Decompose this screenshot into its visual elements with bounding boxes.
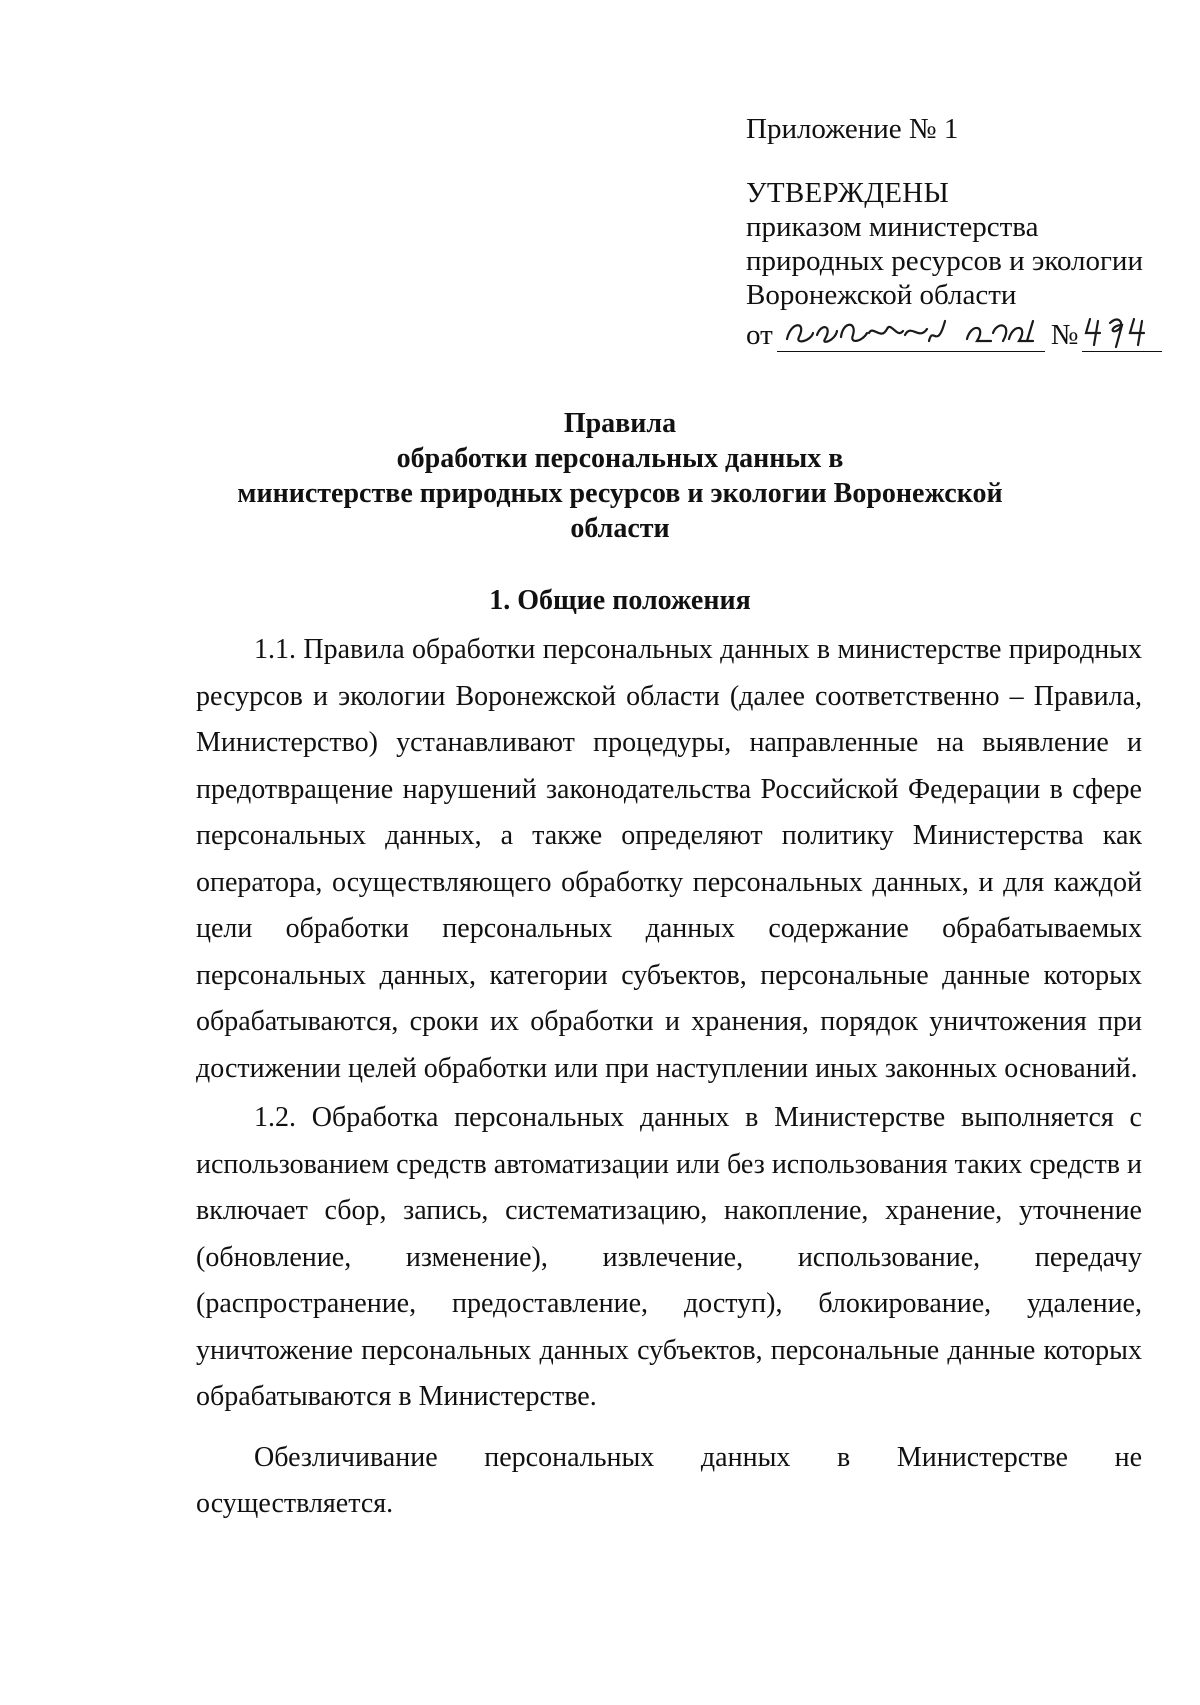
- paragraph-1-2: 1.2. Обработка персональных данных в Министерстве выполняется с использованием средств автоматизации или без использования таких средств и включает сбор, запись, систематизацию, накопление, хранение, уточнение (обновление, изменение), извлечение, использование, передачу (распространение, предоставление, доступ), блокирование, удаление, уничтожение персональных данных субъектов, персональные данные которых обрабатываются в Министерстве.: [196, 1102, 1142, 1412]
- approval-line-3: Воронежской области: [746, 279, 1017, 311]
- document-title: [200, 406, 1040, 546]
- from-label: от: [746, 319, 773, 351]
- appendix-label: Приложение № 1: [746, 113, 959, 145]
- paragraph-anonymization: Обезличивание персональных данных в Министерстве не осуществляется.: [196, 1441, 1142, 1519]
- section-1-body: [196, 627, 1142, 1528]
- paragraph-1-1: 1.1. Правила обработки персональных данных в министерстве природных ресурсов и экологии Воронежской области (далее соответственно – Правила, Министерство) устанавливают процедуры, направленные на выявление и предотвращение нарушений законодательства Российской Федерации в сфере персональных данных, а также определяют политику Министерства как оператора, осуществляющего обработку персональных данных, и для каждой цели обработки персональных данных содержание обрабатываемых персональных данных, категории субъектов, персональные данные которых обрабатываются, сроки их обработки и хранения, порядок уничтожения при достижении целей обработки или при наступлении иных законных оснований.: [196, 634, 1142, 1084]
- approval-line-1: приказом министерства: [746, 211, 1039, 243]
- title-line-4: области: [570, 513, 670, 544]
- number-label: №: [1050, 319, 1079, 351]
- title-line-3: министерстве природных ресурсов и экологии Воронежской: [237, 478, 1003, 509]
- title-line-1: Правила: [563, 408, 677, 439]
- approval-block: [746, 176, 1162, 352]
- approval-heading: УТВЕРЖДЕНЫ: [746, 177, 950, 209]
- handwritten-number-signature: [1082, 311, 1162, 351]
- order-date-number-line: [746, 312, 1162, 352]
- title-line-2: обработки персональных данных в: [396, 443, 844, 474]
- date-field: [777, 317, 1045, 352]
- number-field: [1082, 317, 1162, 352]
- section-1-title: 1. Общие положения: [489, 585, 751, 616]
- handwritten-date-signature: [777, 311, 1045, 351]
- approval-line-2: природных ресурсов и экологии: [746, 245, 1143, 277]
